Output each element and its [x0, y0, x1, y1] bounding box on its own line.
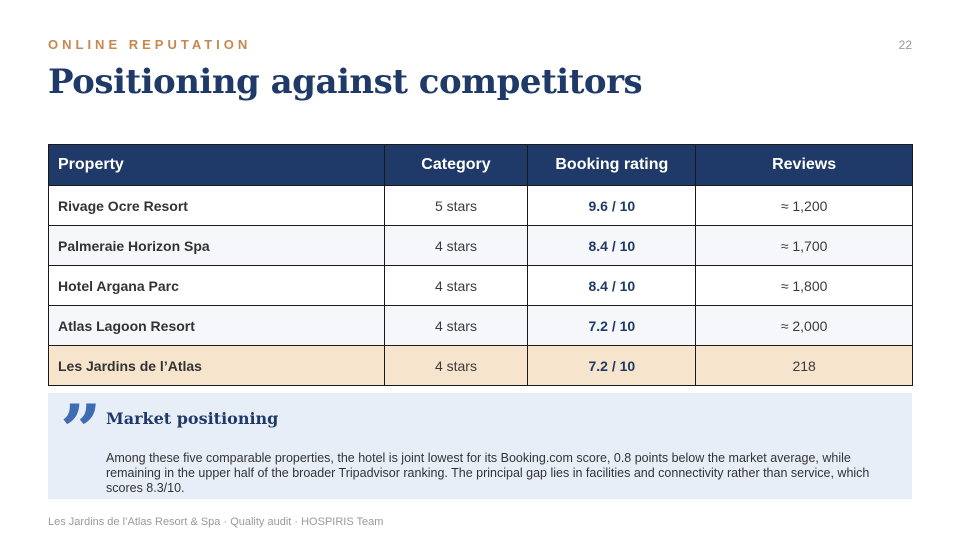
cell-rating: 9.6 / 10 [528, 186, 696, 226]
table-row-highlighted [49, 346, 913, 386]
callout-body: Among these five comparable properties, the hotel is joint lowest for its Booking.com score, 0.8 points below the market average, while remaining in the upper half of the broader Tripadvisor ranking. The principal gap lies in facilities and connectivity rather than service, which scores 8.3/10. [106, 451, 870, 495]
cell-reviews: ≈ 1,800 [696, 266, 913, 306]
cell-property: Hotel Argana Parc [49, 266, 385, 306]
cell-rating: 8.4 / 10 [528, 266, 696, 306]
cell-rating: 8.4 / 10 [528, 226, 696, 266]
market-positioning-callout [48, 388, 912, 499]
table-row [49, 266, 913, 306]
cell-reviews: ≈ 1,200 [696, 186, 913, 226]
table-row [49, 186, 913, 226]
column-header-reviews: Reviews [696, 145, 913, 186]
eyebrow-label: ONLINE REPUTATION [48, 37, 252, 52]
cell-rating: 7.2 / 10 [528, 306, 696, 346]
cell-reviews: ≈ 2,000 [696, 306, 913, 346]
cell-category: 4 stars [384, 346, 528, 386]
cell-reviews: 218 [696, 346, 913, 386]
cell-reviews: ≈ 1,700 [696, 226, 913, 266]
cell-property: Les Jardins de l’Atlas [49, 346, 385, 386]
cell-category: 4 stars [384, 266, 528, 306]
cell-category: 4 stars [384, 306, 528, 346]
column-header-property: Property [49, 145, 385, 186]
column-header-booking-rating: Booking rating [528, 145, 696, 186]
table-row [49, 306, 913, 346]
callout-title: Market positioning [106, 409, 279, 428]
table-header-row [49, 145, 913, 186]
competitor-table [48, 144, 913, 386]
footer-text: Les Jardins de l’Atlas Resort & Spa · Quality audit · HOSPIRIS Team [48, 516, 384, 528]
cell-rating: 7.2 / 10 [528, 346, 696, 386]
page-number: 22 [898, 38, 912, 52]
cell-property: Rivage Ocre Resort [49, 186, 385, 226]
cell-category: 5 stars [384, 186, 528, 226]
cell-property: Palmeraie Horizon Spa [49, 226, 385, 266]
table-row [49, 226, 913, 266]
cell-property: Atlas Lagoon Resort [49, 306, 385, 346]
column-header-category: Category [384, 145, 528, 186]
quote-icon: ” [60, 388, 102, 473]
page-title: Positioning against competitors [48, 62, 643, 102]
cell-category: 4 stars [384, 226, 528, 266]
